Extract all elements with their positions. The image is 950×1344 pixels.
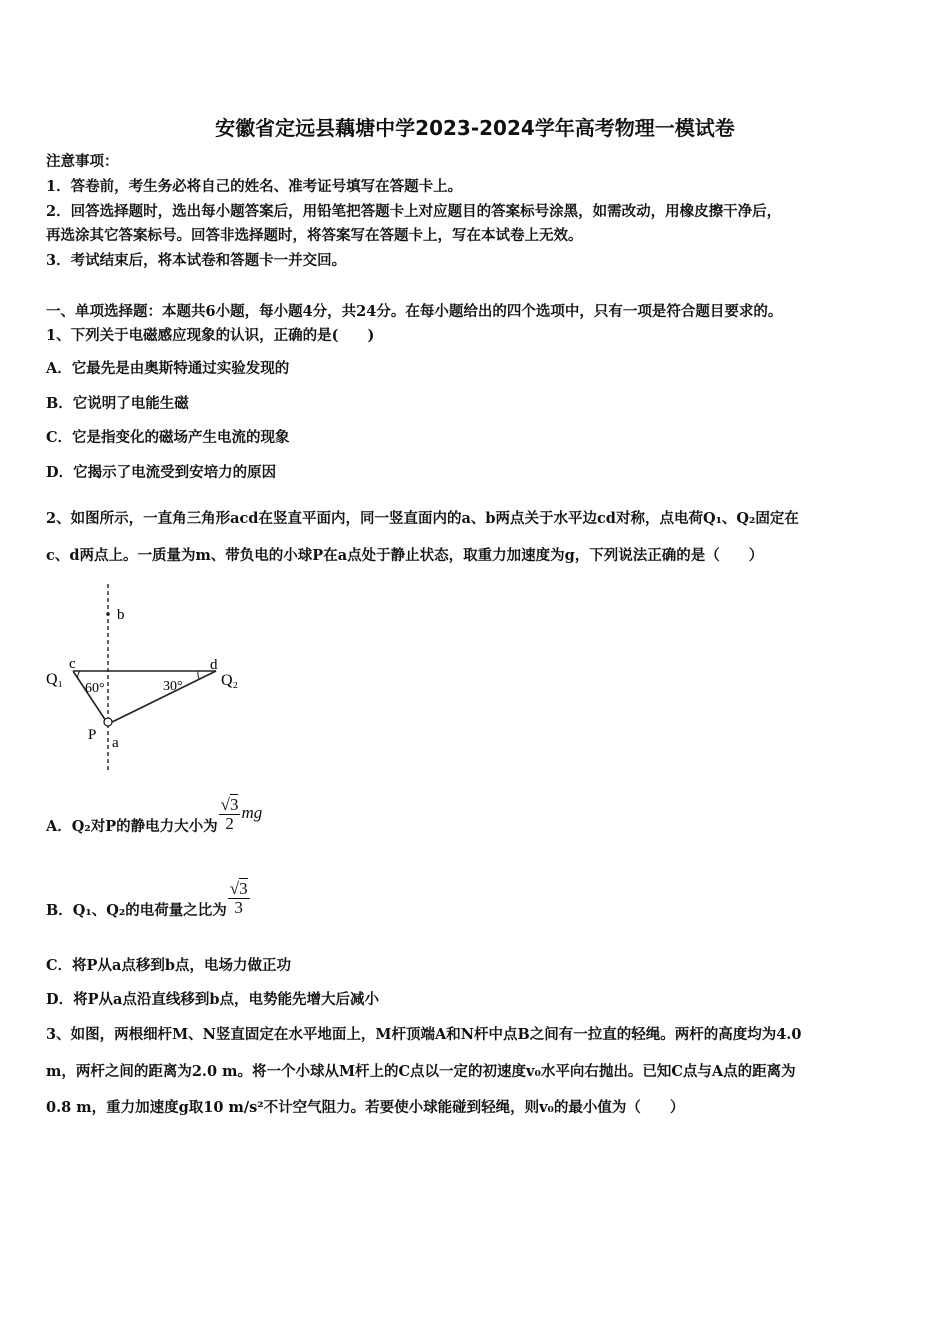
q1-option-a: A．它最先是由奥斯特通过实验发现的 [46,360,290,377]
q1-stem: 1、下列关于电磁感应现象的认识，正确的是( ) [46,327,375,344]
q2-option-a [46,790,262,838]
label-angle-30: 30° [163,679,183,694]
notice-item-3: 3．考试结束后，将本试卷和答题卡一并交回。 [46,252,347,269]
q1-option-b: B．它说明了电能生磁 [46,395,189,412]
angle-60-arc [78,671,80,679]
label-p: P [88,727,97,743]
q1-option-d: D．它揭示了电流受到安培力的原因 [46,464,277,481]
label-q2: Q₂ [221,672,239,689]
q2-option-b [46,874,251,922]
label-c: c [69,656,76,672]
q2-option-b-text: B．Q₁、Q₂的电荷量之比为 [46,902,227,919]
notice-item-1: 1．答卷前，考生务必将自己的姓名、准考证号填写在答题卡上。 [46,178,463,195]
q2-option-a-tail: mg [241,803,263,822]
q2-stem-line2: c、d两点上。一质量为m、带负电的小球P在a点处于静止状态，取重力加速度为g，下列说法正确的是（ ） [46,547,764,564]
q2-option-c: C．将P从a点移到b点，电场力做正功 [46,957,291,974]
q3-line2: m，两杆之间的距离为2.0 m。将一个小球从M杆上的C点以一定的初速度v₀水平向右抛出。已知C点与A点的距离为 [46,1063,796,1080]
label-a: a [112,735,119,751]
label-angle-60: 60° [85,681,105,696]
notice-item-2-cont: 再选涂其它答案标号。回答非选择题时，将答案写在答题卡上，写在本试卷上无效。 [46,227,583,244]
notice-heading: 注意事项： [46,153,119,170]
point-b-dot [106,612,110,616]
angle-30-arc [198,671,199,679]
sqrt-icon: √ [229,878,240,898]
sqrt-icon: √ [220,794,230,814]
label-q1: Q₁ [46,671,64,688]
label-b: b [117,607,125,623]
q2-option-a-fraction: $\frac{√3}{2}$ [220,794,239,833]
q3-line1: 3、如图，两根细杆M、N竖直固定在水平地面上，M杆顶端A和N杆中点B之间有一拉直的轻绳。两杆的高度均为4.0 [46,1026,802,1043]
notice-item-2: 2．回答选择题时，选出每小题答案后，用铅笔把答题卡上对应题目的答案标号涂黑，如需改动，用橡皮擦干净后， [46,203,782,220]
q1-option-c: C．它是指变化的磁场产生电流的现象 [46,429,290,446]
ball-p [104,718,112,726]
q2-option-b-fraction: $\frac{√3}{3}$ [229,878,248,917]
q2-stem-line1: 2、如图所示，一直角三角形acd在竖直平面内，同一竖直面内的a、b两点关于水平边cd对称，点电荷Q₁、Q₂固定在 [46,510,799,527]
page-title: 安徽省定远县藕塘中学2023-2024学年高考物理一模试卷 [215,116,735,140]
q2-option-a-text: A．Q₂对P的静电力大小为 [46,818,218,835]
side-ad [108,671,216,724]
q2-option-d: D．将P从a点沿直线移到b点，电势能先增大后减小 [46,991,380,1008]
q3-line3: 0.8 m，重力加速度g取10 m/s²不计空气阻力。若要使小球能碰到轻绳，则v₀的最小值为（ ） [46,1099,685,1116]
side-ca [73,671,108,724]
label-d: d [210,657,218,673]
section-header: 一、单项选择题：本题共6小题，每小题4分，共24分。在每小题给出的四个选项中，只有一项是符合题目要求的。 [46,303,783,320]
q2-figure [40,578,260,778]
